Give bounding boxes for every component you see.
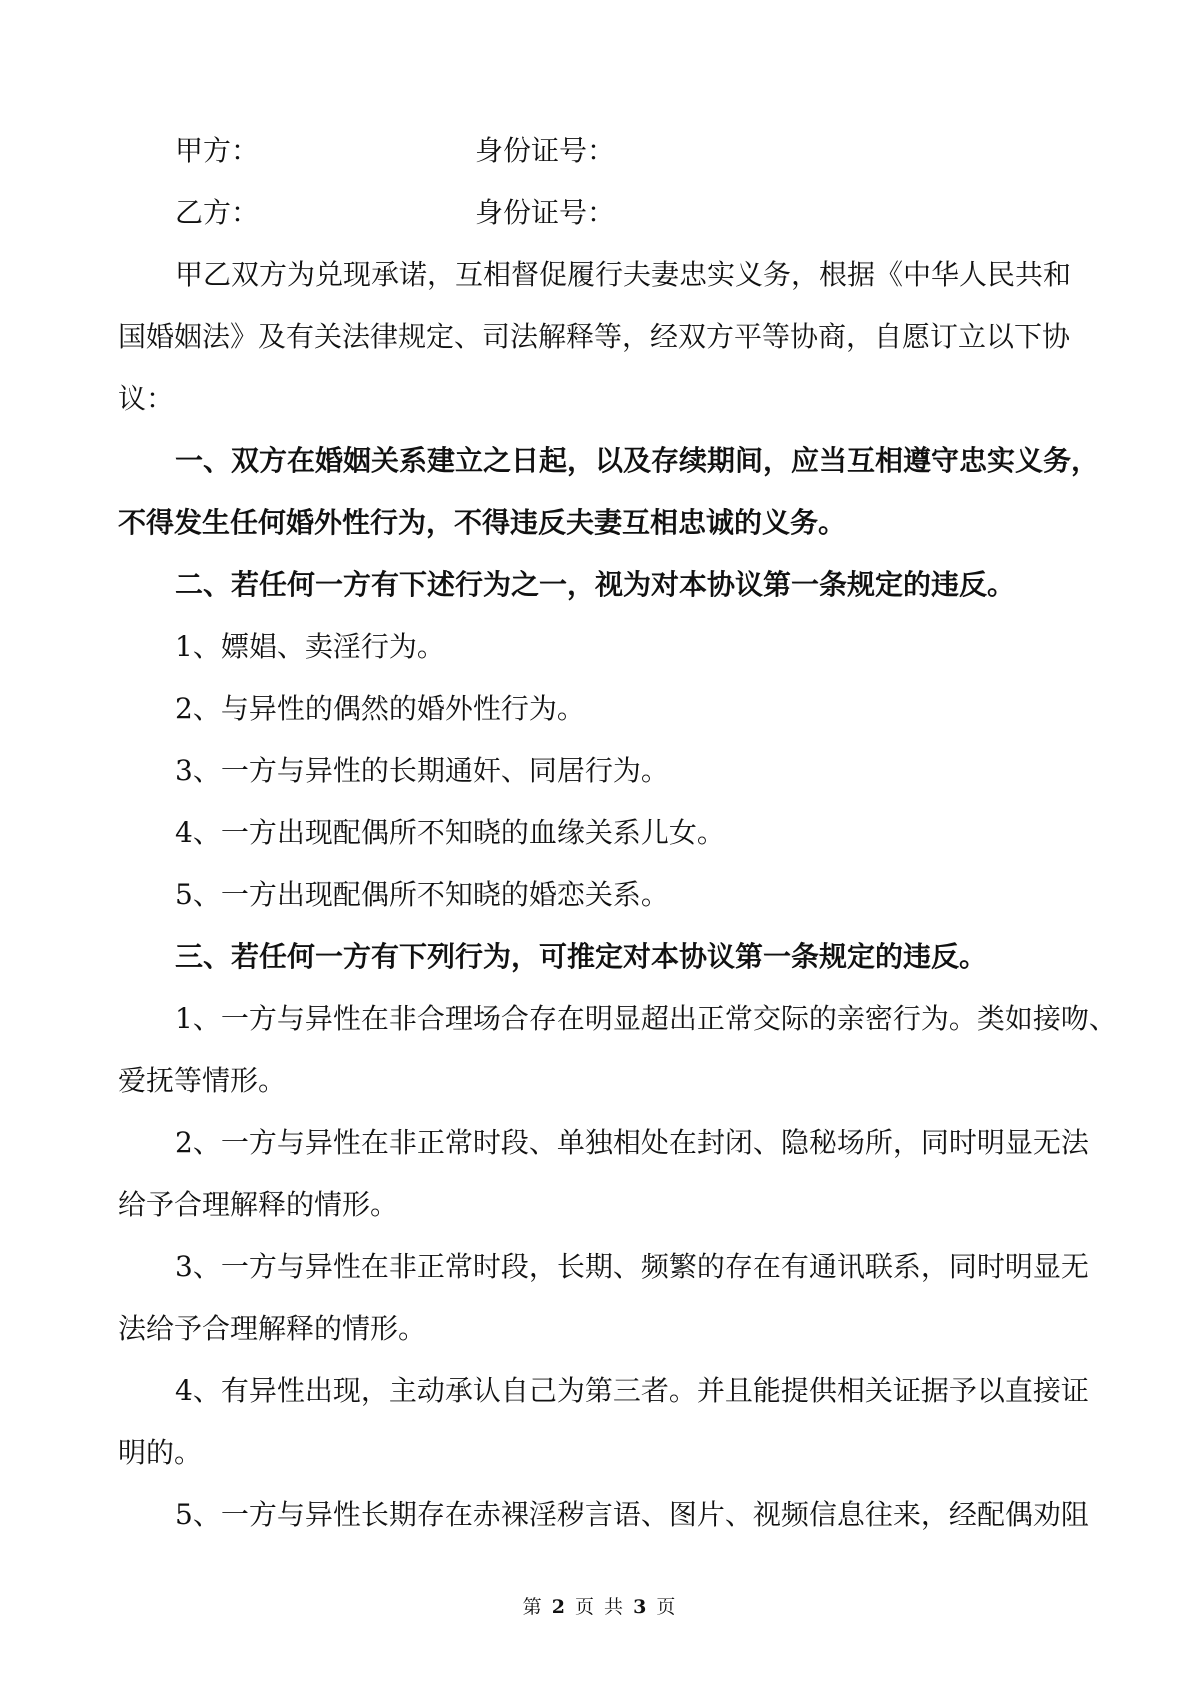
- current-page-number: 2: [551, 1596, 567, 1618]
- article-3-title: 三、若任何一方有下列行为，可推定对本协议第一条规定的违反。: [175, 940, 988, 973]
- article-3-item-line: 明的。: [118, 1436, 203, 1469]
- article-3-item-line: 给予合理解释的情形。: [118, 1188, 399, 1221]
- party-b-row: [118, 182, 1090, 244]
- party-b-label: 乙方：: [175, 196, 260, 229]
- page-number-footer: [0, 1592, 1200, 1619]
- article-3-item-line: 5、一方与异性长期存在赤裸淫秽言语、图片、视频信息往来，经配偶劝阻: [175, 1498, 1089, 1531]
- article-2-title: 二、若任何一方有下述行为之一，视为对本协议第一条规定的违反。: [175, 568, 1016, 601]
- article-2-item: 3、一方与异性的长期通奸、同居行为。: [175, 754, 669, 787]
- article-3-item-line: 4、有异性出现，主动承认自己为第三者。并且能提供相关证据予以直接证: [175, 1374, 1089, 1407]
- article-3-item-line: 1、一方与异性在非合理场合存在明显超出正常交际的亲密行为。类如接吻、: [175, 1002, 1117, 1035]
- party-b-id-label: 身份证号：: [475, 196, 616, 229]
- party-a-label: 甲方：: [175, 134, 260, 167]
- article-2-item: 2、与异性的偶然的婚外性行为。: [175, 692, 585, 725]
- footer-middle: 页 共: [574, 1596, 626, 1618]
- footer-prefix: 第: [522, 1596, 544, 1618]
- intro-line: 甲乙双方为兑现承诺，互相督促履行夫妻忠实义务，根据《中华人民共和: [175, 258, 1072, 291]
- footer-suffix: 页: [656, 1596, 678, 1618]
- total-page-number: 3: [633, 1596, 649, 1618]
- article-2-item: 5、一方出现配偶所不知晓的婚恋关系。: [175, 878, 669, 911]
- article-1-line: 不得发生任何婚外性行为，不得违反夫妻互相忠诚的义务。: [118, 506, 847, 539]
- intro-line: 议：: [118, 382, 175, 415]
- document-body: [118, 120, 1117, 1546]
- intro-line: 国婚姻法》及有关法律规定、司法解释等，经双方平等协商，自愿订立以下协: [118, 320, 1071, 353]
- article-1-line: 一、双方在婚姻关系建立之日起，以及存续期间，应当互相遵守忠实义务，: [175, 444, 1100, 477]
- party-a-row: [118, 120, 1090, 182]
- article-2-item: 4、一方出现配偶所不知晓的血缘关系儿女。: [175, 816, 725, 849]
- article-3-item-line: 爱抚等情形。: [118, 1064, 287, 1097]
- party-a-id-label: 身份证号：: [475, 134, 616, 167]
- article-3-item-line: 2、一方与异性在非正常时段、单独相处在封闭、隐秘场所，同时明显无法: [175, 1126, 1089, 1159]
- article-2-item: 1、嫖娼、卖淫行为。: [175, 630, 445, 663]
- article-3-item-line: 法给予合理解释的情形。: [118, 1312, 427, 1345]
- article-3-item-line: 3、一方与异性在非正常时段，长期、频繁的存在有通讯联系，同时明显无: [175, 1250, 1089, 1283]
